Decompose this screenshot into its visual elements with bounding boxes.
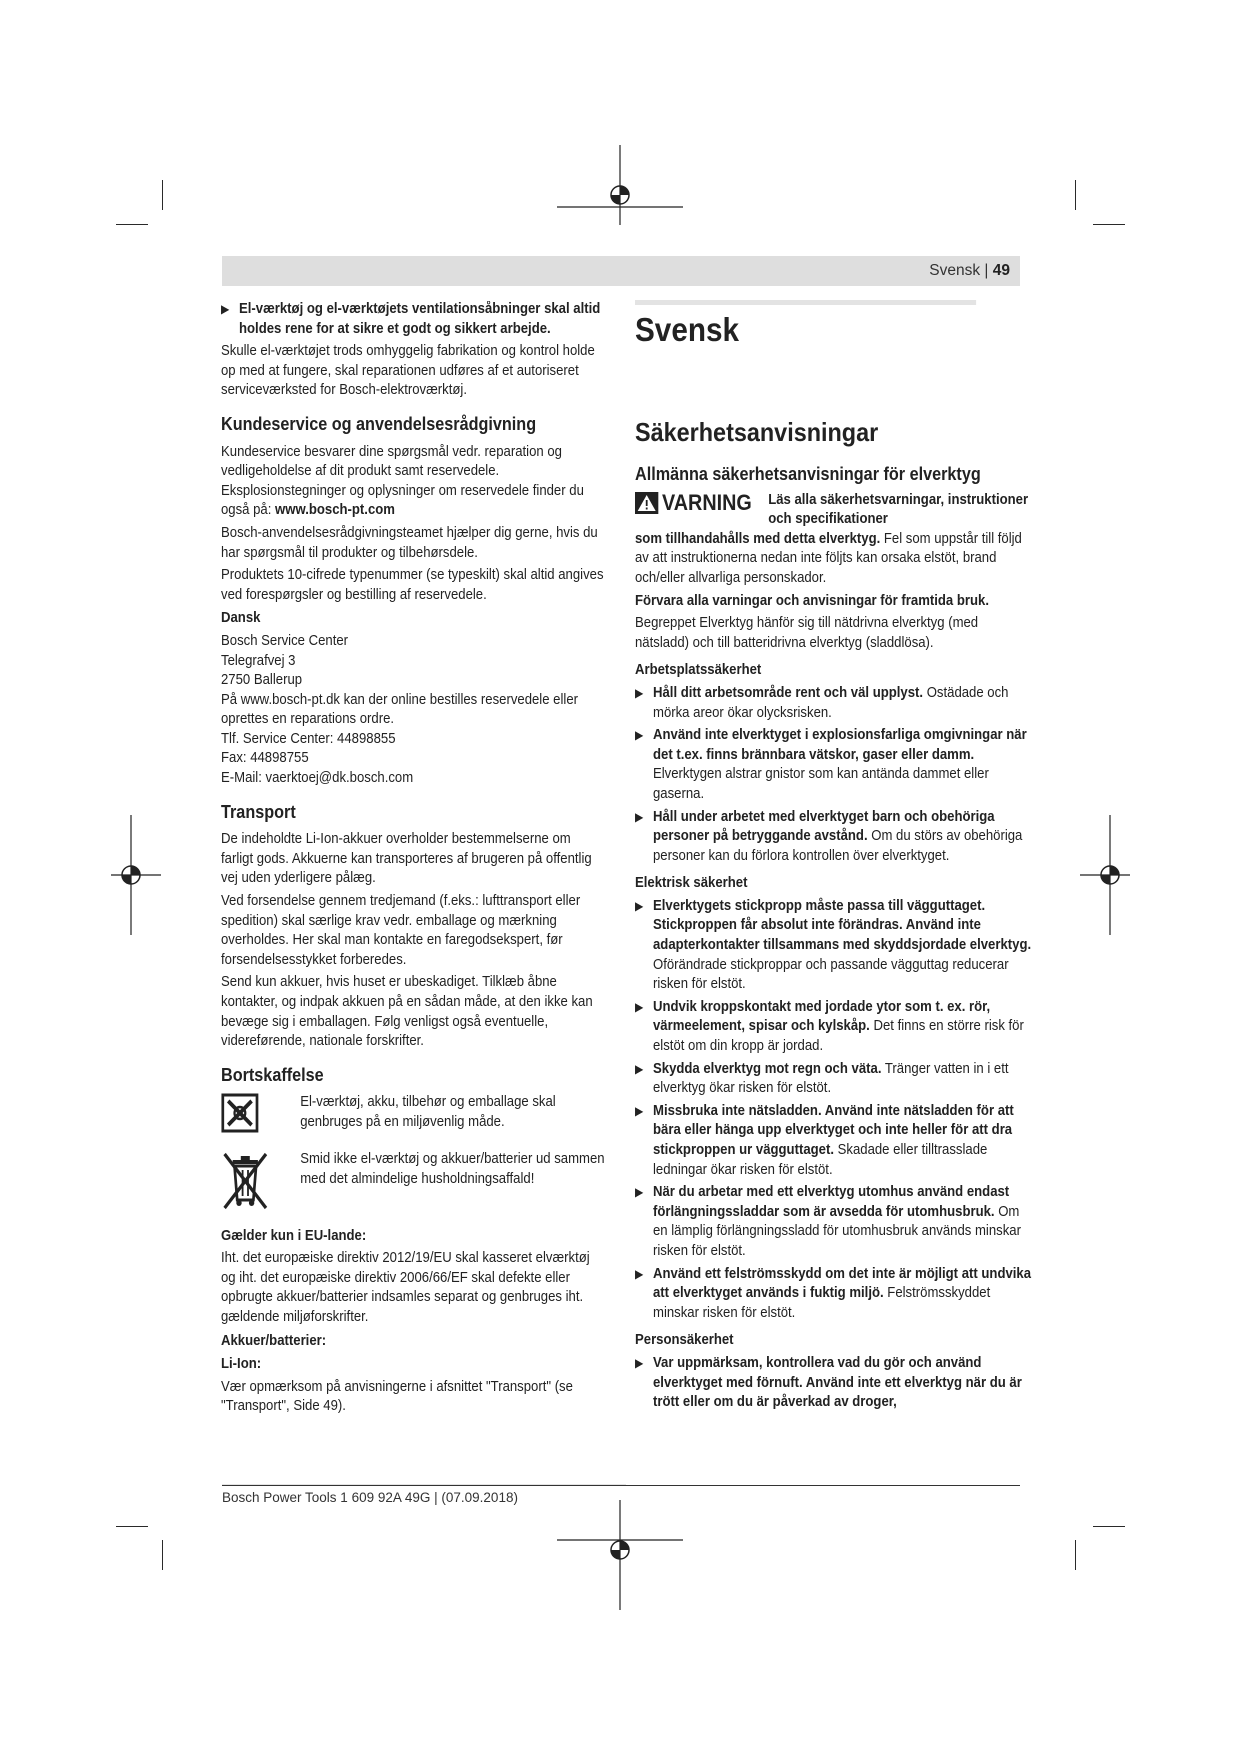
paragraph: Send kun akkuer, hvis huset er ubeskadiget. Tilklæb åbne kontakter, og indpak akkuen på en sådan måde, at den ikke kan bevæge sig i emballagen. Følg venligst også eventuelle, videreførende, nationale forskrifter. (221, 974, 593, 1050)
bullet-icon: ▶ (635, 1103, 644, 1118)
website-link: www.bosch-pt.com (275, 502, 395, 519)
phone-line: Tlf. Service Center: 44898855 (221, 730, 396, 747)
registration-mark-bottom (557, 1500, 683, 1610)
bullet-icon: ▶ (221, 302, 230, 316)
warning-label: VARNING (635, 491, 768, 515)
sub-heading: Elektrisk säkerhet (635, 875, 748, 892)
country-label: Dansk (221, 610, 261, 627)
page-header-bar (222, 256, 1020, 286)
list-item: ▶ Var uppmärksam, kontrollera vad du gör och använd elverktyget med förnuft. Använd inte ett elverktyg när du är trött eller om du är påverkad av droger, (635, 1354, 1022, 1411)
list-item: ▶ Använd inte elverktyget i explosionsfarliga omgivningar när det t.ex. finns brännbara vätskor, gaser eller damm. Elverktygen alstrar gnistor som kan antända dammet eller gaserna. (635, 727, 1027, 802)
paragraph: Iht. det europæiske direktiv 2012/19/EU skal kasseret elværktøj og iht. det europæiske direktiv 2006/66/EF skal defekte eller opbrugte akkuer/batterier indsamles separat og genbruges iht. gældende miljøforskrifter. (221, 1250, 590, 1325)
bullet-icon: ▶ (635, 999, 644, 1014)
email-line: E-Mail: vaerktoej@dk.bosch.com (221, 770, 414, 787)
section-heading: Bortskaffelse (221, 1064, 324, 1085)
bullet-icon: ▶ (635, 898, 644, 913)
recycle-row (221, 1093, 605, 1140)
bullet-icon: ▶ (635, 685, 644, 700)
language-title: Svensk (635, 311, 740, 348)
address-line: 2750 Ballerup (221, 672, 303, 689)
recycle-text: El-værktøj, akku, tilbehør og emballage skal genbruges på en miljøvenlig måde. (300, 1094, 556, 1130)
warning-block (635, 491, 1033, 530)
paragraph: Begreppet Elverktyg hänför sig till nätdrivna elverktyg (med nätsladd) och till batteridrivna elverktyg (sladdlösa). (635, 615, 979, 651)
list-item: ▶ Elverktygets stickpropp måste passa till vägguttaget. Stickproppen får absolut inte förändras. Använd inte adapterkontakter tillsammans med skyddsjordade elverktyg. Oförändrade stickproppar och passande vägguttag reducerar risken för elstöt. (635, 897, 1032, 993)
warning-triangle-icon (635, 492, 658, 514)
list-item: ▶ Håll ditt arbetsområde rent och väl upplyst. Ostädade och mörka areor ökar olycksrisken. (635, 684, 1009, 721)
address-line: Telegrafvej 3 (221, 652, 296, 669)
list-item: ▶ El-værktøj og el-værktøjets ventilationsåbninger skal altid holdes rene for at sikre et godt og sikkert arbejde. (221, 301, 601, 337)
section-heading: Allmänna säkerhetsanvisningar för elverktyg (635, 464, 981, 484)
paragraph: Ved forsendelse gennem tredjemand (f.eks.: lufttransport eller spedition) skal særlige krav vedr. emballage og mærkning overholdes. Her skal man kontakte en faregodsekspert, før forsendelsesstykket forberedes. (221, 893, 581, 968)
registration-mark-top (557, 145, 683, 225)
section-heading: Kundeservice og anvendelsesrådgivning (221, 413, 537, 434)
warning-lead: Läs alla säkerhetsvarningar, instruktioner och specifikationer (768, 491, 1029, 528)
footer-divider (222, 1485, 1020, 1486)
bullet-icon: ▶ (635, 1266, 644, 1281)
bullet-icon: ▶ (635, 1185, 644, 1200)
bullet-icon: ▶ (635, 1355, 644, 1370)
registration-mark-right (1080, 815, 1130, 935)
crossed-bin-icon (221, 1150, 270, 1210)
address-line: Bosch Service Center (221, 632, 349, 649)
paragraph: Skulle el-værktøjet trods omhyggelig fabrikation og kontrol holde op med at fungere, skal reparationen udføres af et autoriseret serviceværksted for Bosch-elektroværktøj. (221, 343, 595, 399)
section-heading: Transport (221, 801, 296, 822)
bullet-icon: ▶ (635, 1061, 644, 1076)
bin-text: Smid ikke el-værktøj og akkuer/batterier ud sammen med det almindelige husholdningsaffald! (300, 1150, 605, 1187)
paragraph: Vær opmærksom på anvisningerne i afsnittet "Transport" (se "Transport", Side 49). (221, 1378, 573, 1415)
chapter-heading: Säkerhetsanvisningar (635, 417, 879, 447)
paragraph: Förvara alla varningar och anvisningar för framtida bruk. (635, 592, 990, 609)
paragraph: Produktets 10-cifrede typenummer (se typeskilt) skal altid angives ved forespørgsler og bestilling af reservedele. (221, 567, 604, 603)
title-rule (635, 300, 976, 305)
bin-row (221, 1150, 605, 1217)
page-number: 49 (992, 262, 1010, 279)
page-footer: Bosch Power Tools 1 609 92A 49G | (07.09.2018) (222, 1490, 518, 1505)
online-order-text: På www.bosch-pt.dk kan der online bestilles reservedele eller oprettes en reparations ordre. (221, 691, 579, 728)
paragraph: Bosch-anvendelsesrådgivningsteamet hjælper dig gerne, hvis du har spørgsmål til produkter og tilbehørsdele. (221, 524, 598, 561)
header-language: Svensk (929, 262, 981, 279)
bullet-icon: ▶ (635, 728, 644, 743)
sub-heading: Arbetsplatssäkerhet (635, 662, 762, 679)
recycle-packaging-icon (221, 1093, 259, 1133)
paragraph: som tillhandahålls med detta elverktyg. Fel som uppstår till följd av att instruktionerna nedan inte följts kan orsaka elstöt, brand och/eller allvarliga personskador. (635, 530, 1022, 586)
sub-heading: Akkuer/batterier: (221, 1332, 327, 1349)
list-item: ▶ Missbruka inte nätsladden. Använd inte nätsladden för att bära eller hänga upp elverktyget och inte heller för att dra stickproppen ur vägguttaget. Skadade eller tilltrasslade ledningar ökar risken för elstöt. (635, 1102, 1014, 1178)
page-header: Svensk | 49 (929, 262, 1010, 279)
paragraph: De indeholdte Li-Ion-akkuer overholder bestemmelserne om farligt gods. Akkuerne kan transporteres af brugeren på offentlig vej uden yderligere pålæg. (221, 831, 592, 887)
right-column (635, 300, 1033, 1416)
sub-heading: Li-Ion: (221, 1356, 262, 1373)
fax-line: Fax: 44898755 (221, 750, 309, 767)
left-column (221, 300, 605, 1420)
bullet-icon: ▶ (635, 809, 644, 824)
list-item: ▶ Skydda elverktyg mot regn och väta. Tränger vatten in i ett elverktyg ökar risken för elstöt. (635, 1060, 1009, 1097)
sub-heading: Gælder kun i EU-lande: (221, 1227, 367, 1244)
list-item: ▶ Använd ett felströmsskydd om det inte är möjligt att undvika att elverktyget används i fuktig miljö. Felströmsskyddet minskar risken för elstöt. (635, 1265, 1032, 1321)
sub-heading: Personsäkerhet (635, 1332, 734, 1349)
list-item: ▶ När du arbetar med ett elverktyg utomhus använd endast förlängningssladdar som är avsedda för utomhusbruk. Om en lämplig förlängningssladd för utomhusbruk används minskar risken för elstöt. (635, 1184, 1021, 1259)
address-block (221, 632, 605, 789)
list-item: ▶ Undvik kroppskontakt med jordade ytor som t. ex. rör, värmeelement, spisar och kylskåp. Det finns en större risk för elstöt om din kropp är jordad. (635, 998, 1024, 1055)
registration-mark-left (111, 815, 161, 935)
list-item: ▶ Håll under arbetet med elverktyget barn och obehöriga personer på betryggande avstånd. Om du störs av obehöriga personer kan du förlora kontrollen över elverktyget. (635, 808, 1023, 864)
paragraph: Kundeservice besvarer dine spørgsmål vedr. reparation og vedligeholdelse af dit produkt samt reservedele. Eksplosionstegninger og oplysninger om reservedele finder du også på: www.bosch-pt.com (221, 443, 584, 519)
